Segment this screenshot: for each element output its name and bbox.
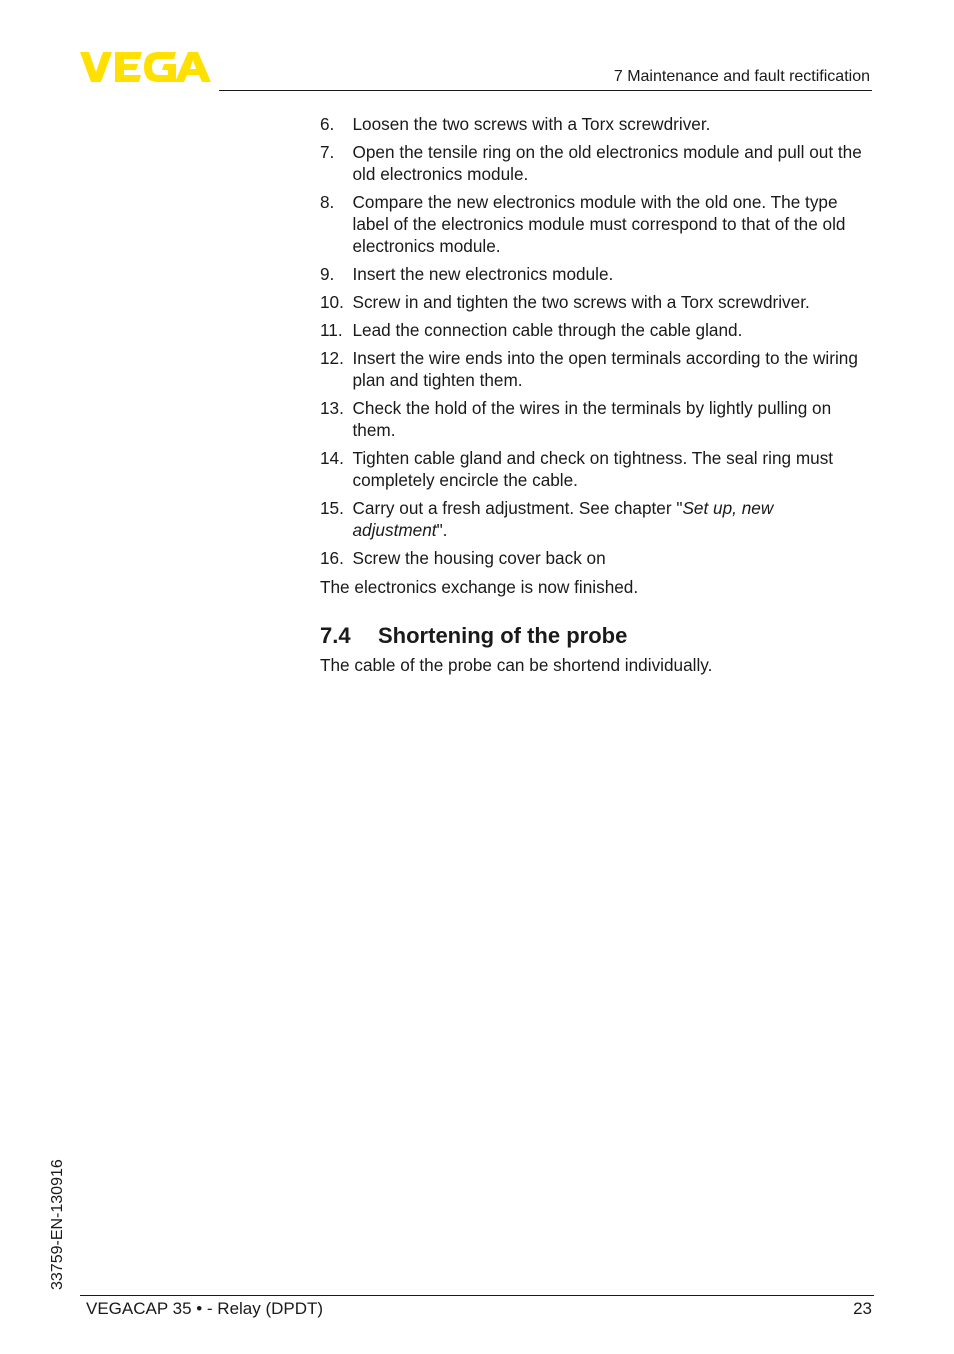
step-number: 11. bbox=[320, 320, 343, 340]
list-item bbox=[320, 113, 872, 135]
footer-divider bbox=[80, 1295, 874, 1296]
step-number: 13. bbox=[320, 398, 344, 418]
section-body: The cable of the probe can be shortend individually. bbox=[320, 655, 713, 675]
step-number: 9. bbox=[320, 264, 335, 284]
step-text bbox=[353, 497, 873, 541]
step-text: Tighten cable gland and check on tightness. The seal ring must completely encircle the cable. bbox=[352, 448, 834, 490]
step-text: Open the tensile ring on the old electronics module and pull out the old electronics module. bbox=[352, 142, 862, 184]
list-item bbox=[320, 291, 872, 313]
step-text: Screw the housing cover back on bbox=[352, 548, 606, 568]
step-number: 14. bbox=[320, 448, 344, 468]
vega-logo bbox=[80, 50, 212, 84]
step-text: Insert the wire ends into the open terminals according to the wiring plan and tighten them. bbox=[352, 348, 858, 390]
chapter-reference: Set up, new adjustment bbox=[352, 498, 774, 540]
list-item bbox=[320, 347, 872, 391]
footer-product: VEGACAP 35 • - Relay (DPDT) bbox=[86, 1299, 324, 1318]
list-item bbox=[320, 263, 872, 285]
list-item bbox=[320, 141, 872, 185]
step-text: Screw in and tighten the two screws with a Torx screwdriver. bbox=[352, 292, 810, 312]
step-text: Lead the connection cable through the cable gland. bbox=[352, 320, 743, 340]
step-text: Insert the new electronics module. bbox=[352, 264, 614, 284]
step-text: Loosen the two screws with a Torx screwdriver. bbox=[352, 114, 711, 134]
closing-paragraph: The electronics exchange is now finished. bbox=[320, 577, 639, 597]
step-number: 15. bbox=[320, 498, 344, 518]
step-text: Compare the new electronics module with the old one. The type label of the electronics module must correspond to that of the old electronics module. bbox=[352, 192, 846, 256]
step-text-before: Carry out a fresh adjustment. See chapter " bbox=[352, 498, 683, 518]
step-text-after: ". bbox=[436, 520, 448, 540]
document-code: 33759-EN-130916 bbox=[49, 1159, 66, 1290]
list-item bbox=[320, 319, 872, 341]
list-item bbox=[320, 191, 872, 257]
step-number: 16. bbox=[320, 548, 344, 568]
list-item bbox=[320, 397, 872, 441]
header-divider bbox=[219, 90, 872, 91]
running-header: 7 Maintenance and fault rectification bbox=[613, 68, 870, 85]
section-title: Shortening of the probe bbox=[378, 623, 628, 648]
section-heading bbox=[320, 622, 627, 650]
step-number: 6. bbox=[320, 114, 335, 134]
page-number: 23 bbox=[853, 1299, 872, 1318]
step-number: 12. bbox=[320, 348, 344, 368]
step-text: Check the hold of the wires in the terminals by lightly pulling on them. bbox=[352, 398, 832, 440]
list-item bbox=[320, 547, 872, 569]
section-number: 7.4 bbox=[320, 623, 351, 648]
step-number: 10. bbox=[320, 292, 344, 312]
step-number: 8. bbox=[320, 192, 335, 212]
procedure-steps bbox=[320, 113, 872, 575]
list-item bbox=[320, 497, 872, 541]
step-number: 7. bbox=[320, 142, 335, 162]
list-item bbox=[320, 447, 872, 491]
